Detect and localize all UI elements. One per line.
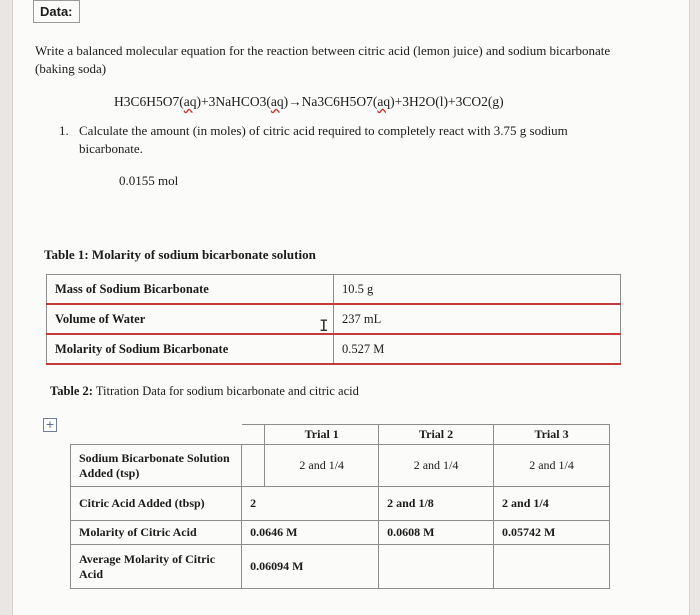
table-2-spacer	[242, 425, 265, 445]
trial-1-header: Trial 1	[265, 425, 379, 445]
table-2-cell[interactable]: 2 and 1/4	[494, 445, 610, 487]
table-2-caption-rest: Titration Data for sodium bicarbonate and citric acid	[92, 384, 359, 398]
table-row	[47, 334, 621, 364]
table-2-cell[interactable]: 0.0608 M	[379, 521, 494, 545]
trial-2-header: Trial 2	[379, 425, 494, 445]
trial-3-header: Trial 3	[494, 425, 610, 445]
table-2-caption-bold: Table 2:	[50, 384, 93, 398]
table-2-label: Average Molarity of Citric Acid	[71, 545, 242, 589]
table-2-corner	[71, 425, 242, 445]
table-1-label: Molarity of Sodium Bicarbonate	[47, 334, 334, 364]
table-2-cell[interactable]: 0.05742 M	[494, 521, 610, 545]
table-1-label: Mass of Sodium Bicarbonate	[47, 275, 334, 305]
table-2-caption	[50, 384, 359, 399]
table-1-value[interactable]: 0.527 M	[334, 334, 621, 364]
prompt-text	[35, 42, 675, 78]
data-heading-text: Data:	[40, 4, 73, 19]
table-1-value[interactable]: 10.5 g	[334, 275, 621, 305]
equation-part: H3C6H5O7(	[114, 94, 184, 109]
table-2-cell[interactable]: 2 and 1/8	[379, 487, 494, 521]
table-1-label: Volume of Water	[47, 304, 334, 334]
table-row	[71, 521, 610, 545]
balanced-equation	[114, 94, 504, 110]
table-row	[47, 304, 621, 334]
data-heading	[33, 0, 80, 23]
equation-part: )+3NaHCO3(	[196, 94, 271, 109]
table-2-label: Molarity of Citric Acid	[71, 521, 242, 545]
table-2	[70, 424, 610, 589]
table-2-cell[interactable]: 2 and 1/4	[379, 445, 494, 487]
table-1-caption: Table 1: Molarity of sodium bicarbonate solution	[44, 247, 316, 262]
prompt-line-1: Write a balanced molecular equation for the reaction between citric acid (lemon juice) and sodium bicarbonate	[35, 43, 611, 58]
table-2-cell[interactable]	[379, 545, 494, 589]
table-2-label: Citric Acid Added (tbsp)	[71, 487, 242, 521]
question-1-line-2: bicarbonate.	[79, 141, 143, 156]
table-2-cell[interactable]	[242, 445, 265, 487]
table-1	[46, 274, 621, 365]
question-1-number: 1.	[59, 123, 69, 138]
text-cursor-icon: I	[319, 316, 329, 335]
table-2-cell[interactable]: 2 and 1/4	[265, 445, 379, 487]
equation-part: )→Na3C6H5O7(	[283, 94, 378, 109]
equation-part: aq	[377, 94, 391, 109]
equation-part: aq	[270, 94, 284, 109]
question-1-answer[interactable]: 0.0155 mol	[119, 173, 179, 188]
table-2-cell[interactable]: 2 and 1/4	[494, 487, 610, 521]
table-move-handle-icon[interactable]: +	[43, 418, 57, 432]
table-2-cell[interactable]: 0.0646 M	[242, 521, 379, 545]
table-row	[47, 275, 621, 305]
question-1-text	[79, 122, 659, 158]
equation-part: aq	[183, 94, 197, 109]
table-row	[71, 445, 610, 487]
table-row	[71, 545, 610, 589]
table-1-value[interactable]: 237 mL	[334, 304, 621, 334]
table-row	[71, 487, 610, 521]
table-2-cell[interactable]: 2	[242, 487, 379, 521]
equation-part: )+3H2O(l)+3CO2(g)	[390, 94, 504, 109]
table-header-row	[71, 425, 610, 445]
table-2-cell[interactable]: 0.06094 M	[242, 545, 379, 589]
prompt-line-2: (baking soda)	[35, 61, 107, 76]
document-page	[12, 0, 690, 615]
table-2-cell[interactable]	[494, 545, 610, 589]
table-2-label: Sodium Bicarbonate Solution Added (tsp)	[71, 445, 242, 487]
question-1-line-1: Calculate the amount (in moles) of citric acid required to completely react with 3.75 g sodium	[79, 123, 568, 138]
